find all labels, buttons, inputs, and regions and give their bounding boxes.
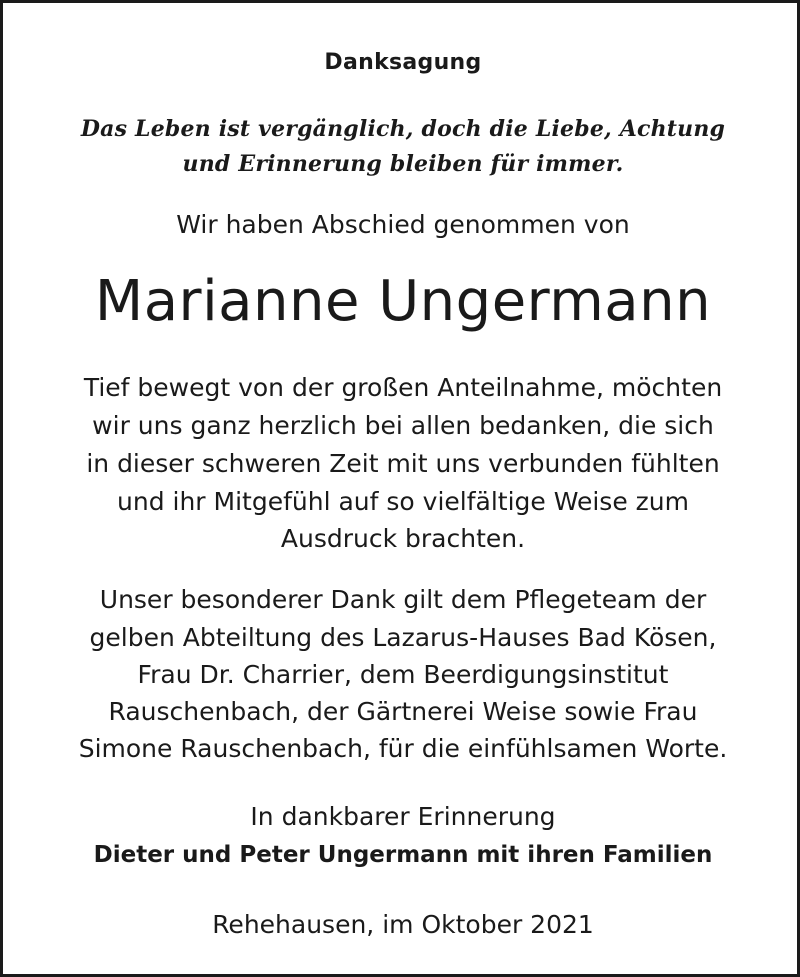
thanks-line-1: Tief bewegt von der großen Anteilnahme, möchten — [83, 373, 723, 402]
intro-text: Wir haben Abschied genommen von — [176, 210, 630, 239]
deceased-name: Marianne Ungermann — [94, 269, 712, 334]
special-thanks-line-5: Simone Rauschenbach, für die einfühlsamen Worte. — [78, 734, 728, 763]
special-thanks-line-1: Unser besonderer Dank gilt dem Pflegeteam der — [99, 585, 707, 614]
special-thanks-line-3: Frau Dr. Charrier, dem Beerdigungsinstitut — [137, 660, 669, 689]
thanks-line-4: und ihr Mitgefühl auf so vielfältige Weise zum — [117, 487, 689, 516]
motto-line-2: und Erinnerung bleiben für immer. — [182, 151, 624, 177]
signers: Dieter und Peter Ungermann mit ihren Familien — [93, 842, 713, 868]
special-thanks-line-4: Rauschenbach, der Gärtnerei Weise sowie Frau — [108, 697, 698, 726]
closing-text: In dankbarer Erinnerung — [250, 802, 556, 831]
thanks-line-5: Ausdruck brachten. — [280, 524, 526, 553]
motto-line-1: Das Leben ist vergänglich, doch die Liebe, Achtung — [80, 116, 726, 142]
notice-heading: Danksagung — [324, 50, 482, 75]
thanks-line-3: in dieser schweren Zeit mit uns verbunden fühlten — [86, 449, 720, 478]
place-date: Rehehausen, im Oktober 2021 — [212, 910, 594, 939]
special-thanks-line-2: gelben Abteiltung des Lazarus-Hauses Bad Kösen, — [89, 623, 717, 652]
thanks-line-2: wir uns ganz herzlich bei allen bedanken, die sich — [92, 411, 714, 440]
